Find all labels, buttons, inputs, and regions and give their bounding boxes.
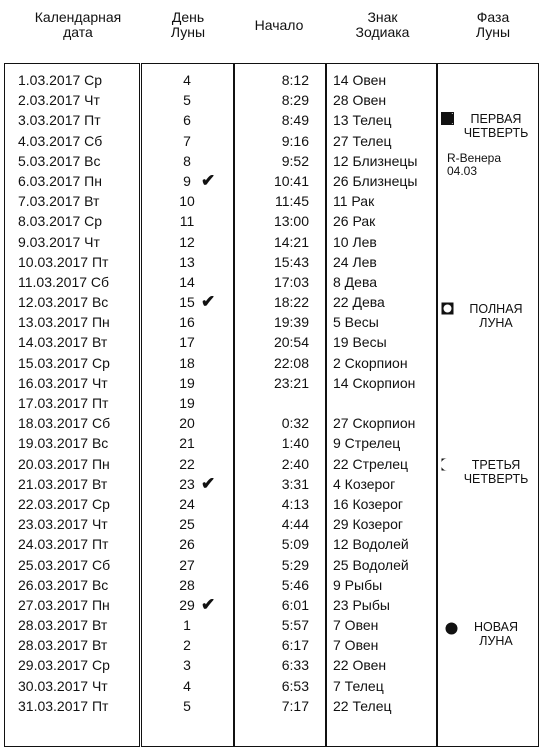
- moon-day-cell: [141, 555, 233, 575]
- moon-day-number: 23: [179, 475, 195, 492]
- start-time-cell: 8:49: [281, 112, 309, 129]
- date-cell: 6.03.2017 Пн: [18, 172, 102, 189]
- date-cell: 15.03.2017 Ср: [18, 354, 110, 371]
- zodiac-cell: 11 Рак: [333, 193, 375, 210]
- start-time-cell: 6:01: [281, 596, 309, 613]
- zodiac-cell: 27 Телец: [333, 132, 392, 149]
- date-cell: 10.03.2017 Пт: [18, 253, 109, 270]
- phase-last-quarter-label: ТРЕТЬЯ ЧЕТВЕРТЬ: [463, 458, 529, 486]
- zodiac-cell: 16 Козерог: [333, 495, 403, 512]
- moon-day-number: 13: [179, 253, 195, 270]
- date-cell: 28.03.2017 Вт: [18, 617, 108, 634]
- date-cell: 5.03.2017 Вс: [18, 152, 101, 169]
- start-time-cell: 5:57: [281, 617, 309, 634]
- start-time-cell: 7:17: [281, 697, 309, 714]
- moon-day-cell: [141, 151, 233, 171]
- zodiac-cell: 22 Телец: [333, 697, 392, 714]
- moon-day-number: 15: [179, 294, 195, 311]
- moon-day-number: 9: [183, 172, 191, 189]
- date-cell: 2.03.2017 Чт: [18, 92, 100, 109]
- moon-day-number: 8: [183, 152, 191, 169]
- last-quarter-moon-icon: [441, 458, 454, 471]
- venus-retrograde-note: R-Венера 04.03: [447, 151, 501, 178]
- start-time-cell: 23:21: [273, 374, 309, 391]
- moon-day-cell: [141, 696, 233, 716]
- zodiac-cell: 14 Овен: [333, 72, 387, 88]
- header-phase: Фаза Луны: [475, 9, 511, 40]
- moon-day-number: 20: [179, 415, 195, 432]
- moon-day-cell: [141, 635, 233, 655]
- first-quarter-moon-icon: [441, 112, 454, 125]
- zodiac-cell: 8 Дева: [333, 273, 378, 290]
- moon-day-cell: [141, 171, 233, 191]
- start-time-cell: 18:22: [273, 294, 309, 311]
- start-time-cell: 5:29: [281, 556, 309, 573]
- moon-day-number: 7: [183, 132, 191, 149]
- zodiac-cell: 23 Рыбы: [333, 596, 390, 613]
- date-cell: 19.03.2017 Вс: [18, 435, 109, 452]
- date-cell: 23.03.2017 Чт: [18, 516, 108, 533]
- check-mark-icon: ✔: [201, 170, 216, 190]
- date-cell: 14.03.2017 Вт: [18, 334, 108, 351]
- zodiac-cell: 29 Козерог: [333, 516, 403, 533]
- zodiac-cell: 26 Близнецы: [333, 172, 418, 189]
- moon-day-cell: [141, 676, 233, 696]
- start-time-cell: 4:44: [281, 516, 309, 533]
- start-time-cell: 14:21: [273, 233, 309, 250]
- date-cell: 11.03.2017 Сб: [18, 273, 110, 290]
- moon-day-number: 4: [183, 72, 191, 88]
- date-cell: 3.03.2017 Пт: [18, 112, 101, 129]
- moon-day-cell: [141, 292, 233, 312]
- date-cell: 17.03.2017 Пт: [18, 395, 109, 411]
- phase-full-moon: [441, 302, 539, 330]
- start-time-cell: 8:12: [281, 72, 309, 88]
- moon-day-number: 6: [183, 112, 191, 129]
- moon-day-cell: [141, 413, 233, 433]
- moon-day-column: [141, 70, 233, 716]
- moon-day-number: 18: [179, 354, 195, 371]
- moon-day-number: 27: [179, 556, 195, 573]
- start-column: [235, 70, 323, 716]
- header-moon-day: День Луны: [170, 9, 206, 40]
- date-cell: 21.03.2017 Вт: [18, 475, 108, 492]
- date-cell: 22.03.2017 Ср: [18, 495, 110, 512]
- moon-day-cell: [141, 433, 233, 453]
- start-time-cell: 6:33: [281, 657, 309, 674]
- date-cell: 20.03.2017 Пн: [18, 455, 110, 472]
- date-cell: 9.03.2017 Чт: [18, 233, 100, 250]
- moon-day-cell: [141, 595, 233, 615]
- header-zodiac: Знак Зодиака: [355, 9, 410, 40]
- moon-day-cell: [141, 575, 233, 595]
- new-moon-icon: [445, 622, 458, 635]
- zodiac-cell: 7 Овен: [333, 617, 379, 634]
- full-moon-icon: [441, 302, 454, 315]
- moon-day-number: 29: [179, 596, 195, 613]
- moon-day-number: 10: [179, 193, 195, 210]
- date-cell: 28.03.2017 Вт: [18, 637, 108, 654]
- zodiac-cell: 9 Рыбы: [333, 576, 383, 593]
- moon-day-number: 11: [179, 213, 195, 230]
- moon-day-cell: [141, 312, 233, 332]
- moon-day-number: 3: [183, 657, 191, 674]
- phase-last-quarter: [441, 458, 539, 486]
- moon-day-number: 5: [183, 697, 191, 714]
- moon-day-cell: [141, 332, 233, 352]
- moon-day-cell: [141, 655, 233, 675]
- date-cell: 18.03.2017 Сб: [18, 415, 111, 432]
- moon-day-number: 12: [179, 233, 195, 250]
- zodiac-cell: 2 Скорпион: [333, 354, 408, 371]
- zodiac-cell: 4 Козерог: [333, 475, 396, 492]
- zodiac-cell: 22 Овен: [333, 657, 387, 674]
- date-cell: 25.03.2017 Сб: [18, 556, 111, 573]
- moon-day-number: 1: [183, 617, 191, 634]
- moon-day-cell: [141, 272, 233, 292]
- moon-day-cell: [141, 373, 233, 393]
- zodiac-cell: 13 Телец: [333, 112, 392, 129]
- start-time-cell: 20:54: [273, 334, 309, 351]
- moon-day-cell: [141, 353, 233, 373]
- start-time-cell: 17:03: [273, 273, 309, 290]
- zodiac-cell: 19 Весы: [333, 334, 387, 351]
- start-time-cell: 15:43: [273, 253, 309, 270]
- start-time-cell: 2:40: [281, 455, 309, 472]
- check-mark-icon: ✔: [201, 292, 216, 312]
- zodiac-cell: 14 Скорпион: [333, 374, 416, 391]
- date-cell: 13.03.2017 Пн: [18, 314, 110, 331]
- moon-day-number: 19: [179, 395, 195, 411]
- zodiac-cell: 26 Рак: [333, 213, 376, 230]
- start-time-cell: 6:53: [281, 677, 309, 694]
- moon-day-cell: [141, 110, 233, 130]
- moon-day-cell: [141, 393, 233, 413]
- start-time-cell: 19:39: [273, 314, 309, 331]
- moon-day-cell: [141, 534, 233, 554]
- moon-day-cell: [141, 615, 233, 635]
- zodiac-cell: 9 Стрелец: [333, 435, 401, 452]
- moon-day-number: 19: [179, 374, 195, 391]
- date-column: [18, 70, 133, 716]
- zodiac-cell: 12 Водолей: [333, 536, 409, 553]
- start-time-cell: 3:31: [281, 475, 309, 492]
- date-cell: 16.03.2017 Чт: [18, 374, 108, 391]
- zodiac-cell: 7 Овен: [333, 637, 379, 654]
- header-date: Календарная дата: [34, 9, 122, 40]
- moon-day-number: 25: [179, 516, 195, 533]
- date-cell: 8.03.2017 Ср: [18, 213, 103, 230]
- moon-day-number: 17: [179, 334, 195, 351]
- moon-day-number: 2: [183, 637, 191, 654]
- moon-day-number: 22: [179, 455, 195, 472]
- check-mark-icon: ✔: [201, 594, 216, 614]
- start-time-cell: 10:41: [273, 172, 309, 189]
- date-cell: 24.03.2017 Пт: [18, 536, 109, 553]
- phase-full-moon-label: ПОЛНАЯ ЛУНА: [469, 302, 523, 330]
- zodiac-cell: 22 Дева: [333, 294, 385, 311]
- zodiac-cell: 27 Скорпион: [333, 415, 416, 432]
- zodiac-cell: 22 Стрелец: [333, 455, 409, 472]
- date-cell: 27.03.2017 Пн: [18, 596, 110, 613]
- zodiac-cell: 5 Весы: [333, 314, 379, 331]
- moon-day-number: 26: [179, 536, 195, 553]
- zodiac-cell: 25 Водолей: [333, 556, 409, 573]
- start-time-cell: 13:00: [273, 213, 309, 230]
- date-cell: 7.03.2017 Вт: [18, 193, 100, 210]
- date-cell: 12.03.2017 Вс: [18, 294, 109, 311]
- start-time-cell: 1:40: [281, 435, 309, 452]
- zodiac-cell: 24 Лев: [333, 253, 377, 270]
- moon-day-cell: [141, 252, 233, 272]
- start-time-cell: 6:17: [281, 637, 309, 654]
- start-time-cell: 5:09: [281, 536, 309, 553]
- zodiac-cell: 10 Лев: [333, 233, 377, 250]
- start-time-cell: 22:08: [273, 354, 309, 371]
- start-time-cell: [235, 393, 323, 413]
- moon-day-cell: [141, 514, 233, 534]
- zodiac-cell: 28 Овен: [333, 92, 387, 109]
- start-time-cell: 9:16: [281, 132, 309, 149]
- start-time-cell: 11:45: [275, 193, 309, 210]
- moon-day-number: 4: [183, 677, 191, 694]
- moon-day-cell: [141, 454, 233, 474]
- phase-first-quarter-label: ПЕРВАЯ ЧЕТВЕРТЬ: [463, 112, 529, 140]
- moon-day-cell: [141, 232, 233, 252]
- date-cell: 1.03.2017 Ср: [18, 72, 103, 88]
- header-start: Начало: [254, 17, 304, 33]
- moon-day-number: 21: [179, 435, 195, 452]
- moon-day-number: 5: [183, 92, 191, 109]
- moon-day-cell: [141, 90, 233, 110]
- start-time-cell: 9:52: [281, 152, 309, 169]
- phase-new-moon-label: НОВАЯ ЛУНА: [473, 620, 519, 648]
- start-time-cell: 8:29: [281, 92, 309, 109]
- phase-new-moon: [441, 620, 539, 648]
- start-time-cell: 4:13: [281, 495, 309, 512]
- date-cell: 30.03.2017 Чт: [18, 677, 108, 694]
- moon-day-number: 14: [179, 273, 195, 290]
- zodiac-cell: [333, 393, 433, 413]
- start-time-cell: 0:32: [281, 415, 309, 432]
- start-time-cell: 5:46: [281, 576, 309, 593]
- zodiac-cell: 7 Телец: [333, 677, 384, 694]
- moon-day-cell: [141, 131, 233, 151]
- zodiac-cell: 12 Близнецы: [333, 152, 418, 169]
- phase-first-quarter: [441, 112, 539, 140]
- date-cell: 29.03.2017 Ср: [18, 657, 110, 674]
- moon-day-number: 16: [179, 314, 195, 331]
- check-mark-icon: ✔: [201, 473, 216, 493]
- date-cell: 4.03.2017 Сб: [18, 132, 103, 149]
- date-cell: 26.03.2017 Вс: [18, 576, 109, 593]
- moon-day-number: 24: [179, 495, 195, 512]
- moon-day-cell: [141, 191, 233, 211]
- moon-day-cell: [141, 494, 233, 514]
- moon-day-cell: [141, 211, 233, 231]
- zodiac-column: [333, 70, 433, 716]
- moon-day-number: 28: [179, 576, 195, 593]
- date-cell: 31.03.2017 Пт: [18, 697, 109, 714]
- moon-day-cell: [141, 70, 233, 90]
- moon-day-cell: [141, 474, 233, 494]
